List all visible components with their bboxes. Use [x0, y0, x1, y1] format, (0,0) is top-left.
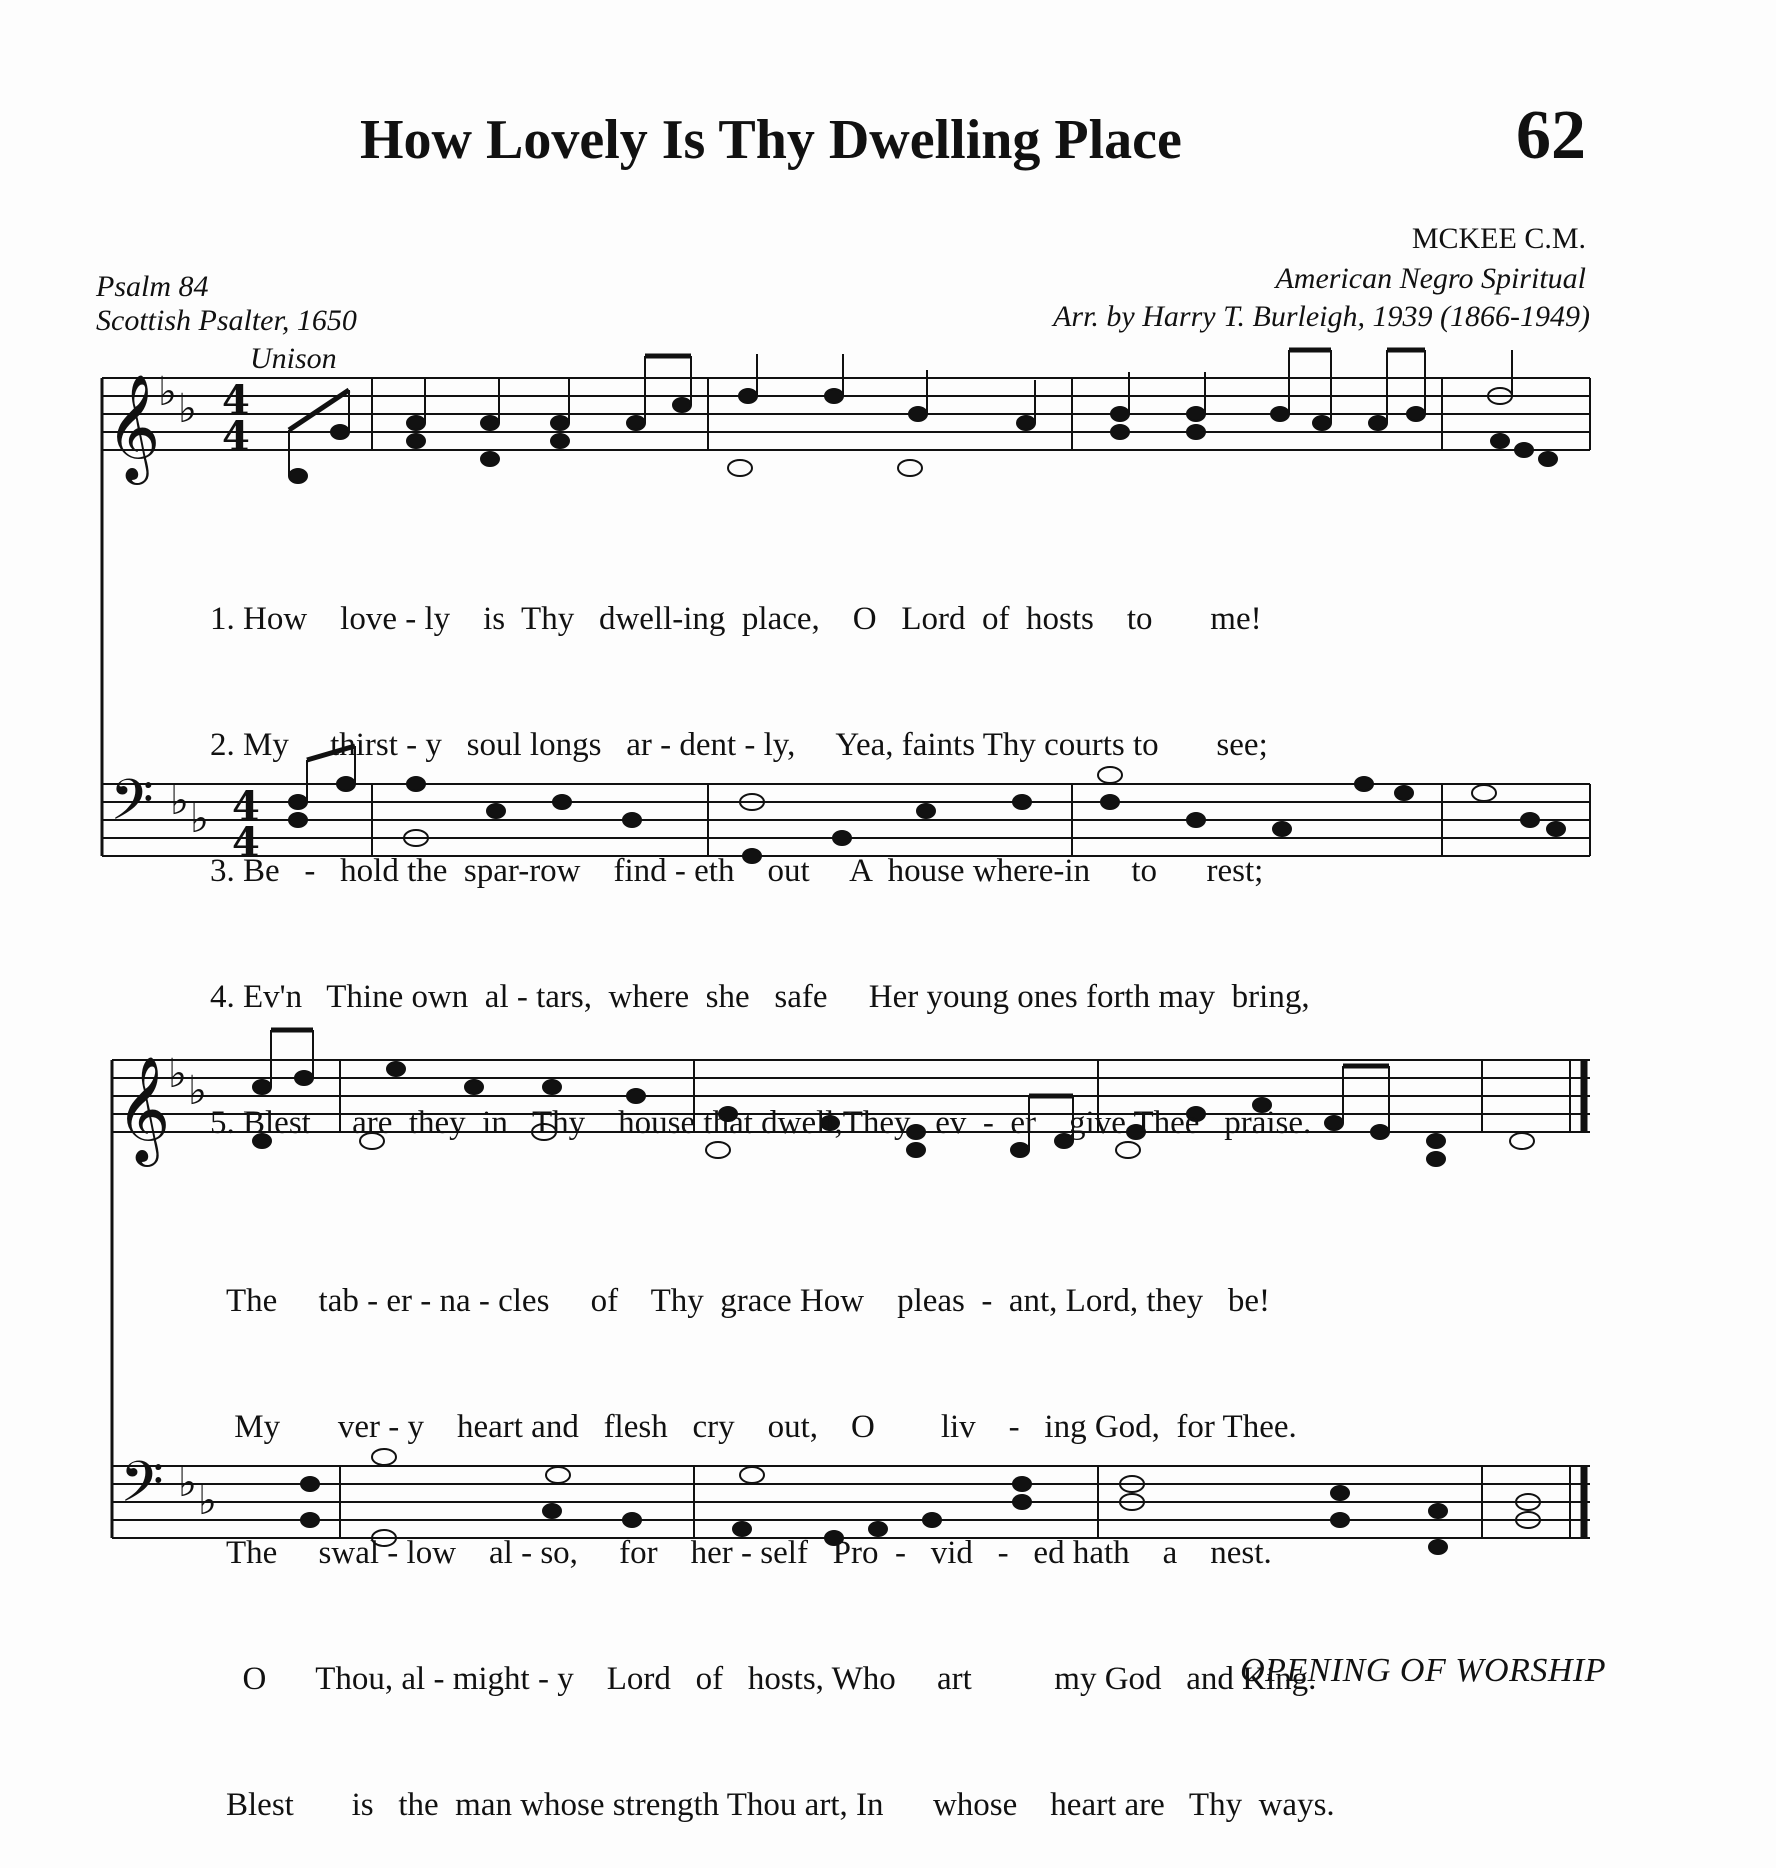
svg-text:♭: ♭: [158, 369, 177, 415]
verse-2-line-a: 2. My thirst - y soul longs ar - dent - ly, Yea, faints Thy courts to see;: [210, 727, 1268, 763]
bass-clef-icon: 𝄢: [110, 768, 154, 847]
treble-clef-icon: 𝄞: [106, 373, 161, 480]
svg-text:♭: ♭: [168, 1051, 187, 1097]
hymn-number: 62: [1516, 97, 1586, 174]
svg-text:♭: ♭: [178, 386, 197, 432]
psalter-credit: Scottish Psalter, 1650: [96, 304, 357, 337]
treble-staff-1: [102, 378, 1590, 450]
tune-origin: American Negro Spiritual: [1275, 262, 1586, 295]
svg-text:♭: ♭: [198, 1478, 217, 1524]
bass-clef-icon: 𝄢: [120, 1450, 164, 1529]
section-footer: OPENING OF WORSHIP: [1240, 1652, 1606, 1689]
verse-1-line-b: The tab - er - na - cles of Thy grace How pleas - ant, Lord, they be!: [226, 1283, 1271, 1319]
svg-text:♭: ♭: [188, 1068, 207, 1114]
verse-2-line-b: My ver - y heart and flesh cry out, O liv - ing God, for Thee.: [226, 1409, 1297, 1445]
verse-1-line-a: 1. How love - ly is Thy dwell-ing place, O Lord of hosts to me!: [210, 601, 1262, 637]
verse-4-line-b: O Thou, al - might - y Lord of hosts, Who art my God and King.: [226, 1661, 1317, 1697]
verse-5-line-b: Blest is the man whose strength Thou art, In whose heart are Thy ways.: [226, 1787, 1335, 1823]
verse-4-line-a: 4. Ev'n Thine own al - tars, where she safe Her young ones forth may bring,: [210, 979, 1310, 1015]
lyrics-system-2: [226, 1196, 1335, 1868]
svg-text:4: 4: [222, 413, 250, 460]
svg-text:♭: ♭: [170, 778, 189, 824]
verse-3-line-b: The swal - low al - so, for her - self Pro - vid - ed hath a nest.: [226, 1535, 1272, 1571]
hymn-title: How Lovely Is Thy Dwelling Place: [360, 109, 1182, 171]
svg-text:4: 4: [222, 377, 250, 424]
arranger-credit: Arr. by Harry T. Burleigh, 1939 (1866-1949): [1053, 300, 1590, 333]
svg-text:♭: ♭: [178, 1460, 197, 1506]
svg-text:4: 4: [232, 783, 260, 830]
svg-text:♭: ♭: [190, 796, 209, 842]
text-source: Psalm 84: [96, 270, 209, 303]
svg-text:4: 4: [232, 819, 260, 866]
tune-name: MCKEE C.M.: [1411, 222, 1586, 255]
performance-direction: Unison: [250, 342, 337, 375]
lyrics-system-1: [210, 514, 1311, 1186]
verse-3-line-a: 3. Be - hold the spar-row find - eth out A house where-in to rest;: [210, 853, 1264, 889]
verse-5-line-a: 5. Blest are they in Thy house that dwell,They ev - er give Thee praise.: [210, 1105, 1312, 1141]
treble-clef-icon: 𝄞: [116, 1055, 171, 1162]
